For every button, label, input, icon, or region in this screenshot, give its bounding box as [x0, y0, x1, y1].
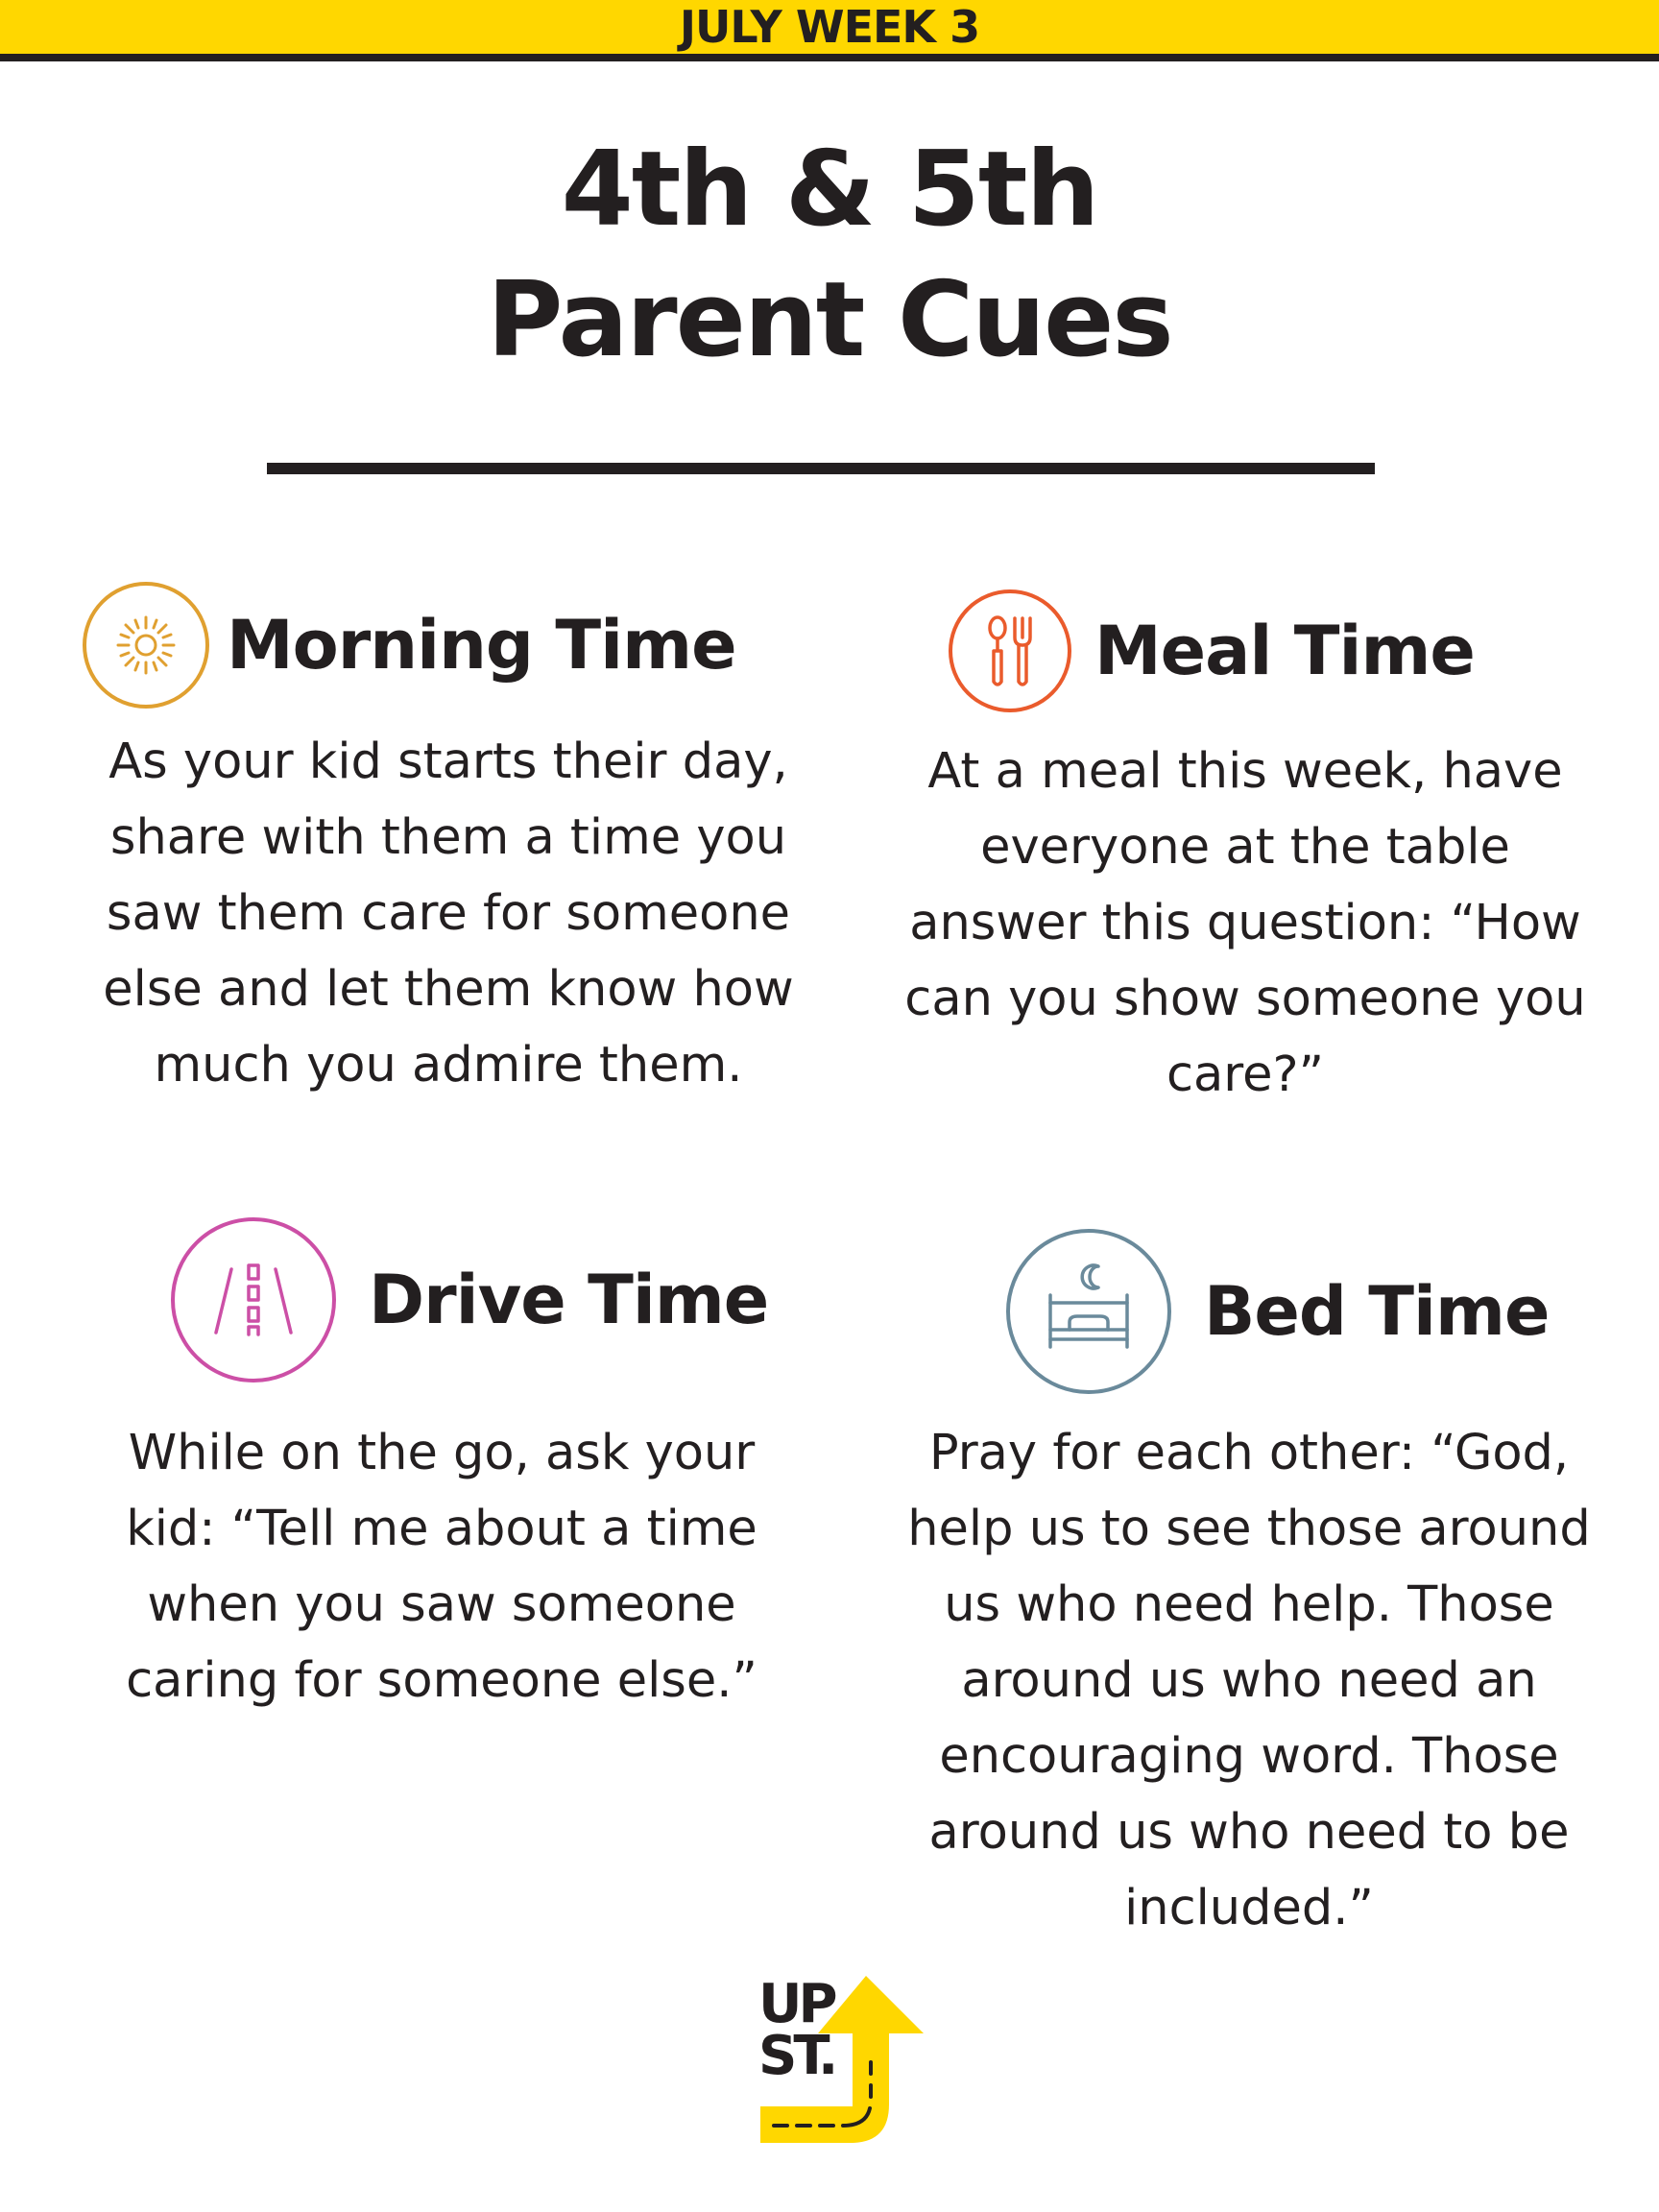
drive-time-header — [171, 1217, 768, 1382]
morning-time-header — [83, 582, 736, 709]
meal-time-header — [949, 589, 1475, 712]
title-line-1: 4th & 5th — [561, 130, 1098, 250]
road-icon — [171, 1217, 336, 1382]
morning-time-title: Morning Time — [227, 606, 736, 685]
logo-text-up: UP — [758, 1974, 834, 2035]
logo-text-st: ST. — [758, 2025, 835, 2087]
meal-time-title: Meal Time — [1094, 612, 1475, 690]
page-title — [0, 125, 1659, 386]
upst-logo — [755, 1974, 927, 2145]
bed-time-title: Bed Time — [1204, 1272, 1550, 1351]
banner-label: JULY WEEK 3 — [679, 1, 980, 53]
drive-time-title: Drive Time — [369, 1261, 769, 1339]
bed-time-header — [1006, 1229, 1549, 1394]
bed-time-text: Pray for each other: “God, help us to see those around us who need help. Those around us who need an encouraging word. Those around us who need to be included.” — [907, 1425, 1591, 1936]
morning-time-text: As your kid starts their day, share with them a time you saw them care for someone else and let them know how much you admire them. — [103, 733, 794, 1094]
title-divider — [267, 463, 1375, 474]
meal-time-text: At a meal this week, have everyone at the table answer this question: “How can you show someone you care?” — [904, 743, 1586, 1103]
drive-time-text: While on the go, ask your kid: “Tell me about a time when you saw someone caring for someone else.” — [126, 1425, 757, 1709]
title-line-2: Parent Cues — [487, 260, 1172, 380]
bed-moon-icon — [1006, 1229, 1171, 1394]
top-banner — [0, 0, 1659, 61]
fork-spoon-icon — [949, 589, 1071, 712]
sun-icon — [83, 582, 209, 709]
